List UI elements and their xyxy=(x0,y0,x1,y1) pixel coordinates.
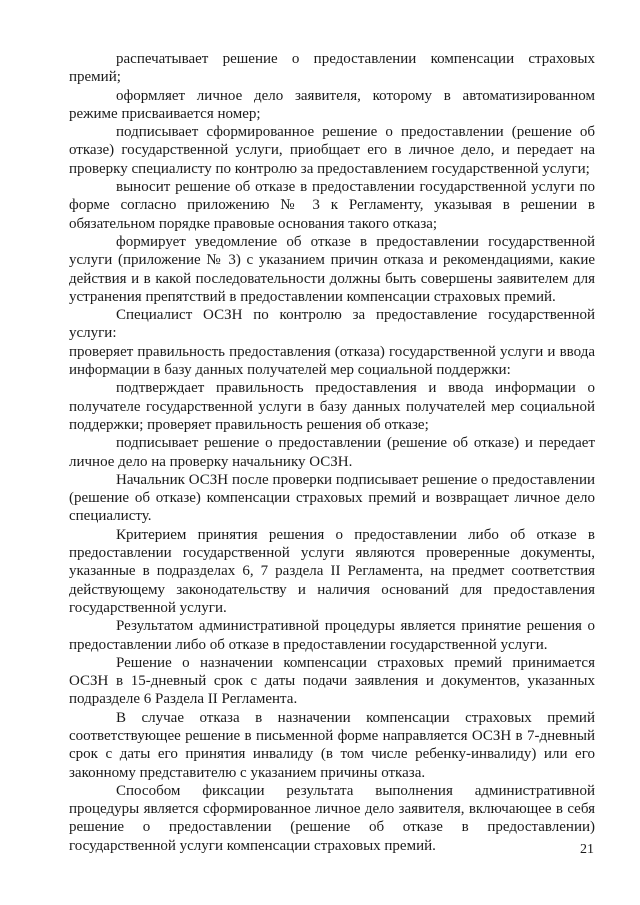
paragraph-decision-deadline: Решение о назначении компенсации страховых премий принимается ОСЗН в 15-дневный срок с даты подачи заявления и документов, указанных подразделе 6 Раздела II Регламента. xyxy=(69,654,595,708)
paragraph-print-decision: распечатывает решение о предоставлении компенсации страховых премий; xyxy=(69,51,595,86)
page-number: 21 xyxy=(580,842,594,857)
paragraph-refusal-case: В случае отказа в назначении компенсации страховых премий соответствующее решение в письменной форме направляется ОСЗН в 7-дневный срок с даты его принятия инвалиду (в том числе ребенку-инвалиду) или его законному представителю с указанием причины отказа. xyxy=(69,709,595,781)
paragraph-procedure-result: Результатом административной процедуры является принятие решения о предоставлении либо об отказе в предоставлении государственной услуги. xyxy=(69,618,595,653)
paragraph-control-specialist: Специалист ОСЗН по контролю за предоставление государственной услуги: xyxy=(69,307,595,342)
paragraph-refusal-notice: формирует уведомление об отказе в предоставлении государственной услуги (приложение № 3) с указанием причин отказа и рекомендациями, какие действия и в какой последовательности должны быть совершены заявителем для устранения препятствий в предоставлении компенсации страховых премий. xyxy=(69,233,595,305)
paragraph-confirm-correctness: подтверждает правильность предоставления и ввода информации о получателе государственной услуги в базу данных получателей мер социальной поддержки; проверяет правильность решения об отказе; xyxy=(69,380,595,433)
paragraph-refusal-decision: выносит решение об отказе в предоставлении государственной услуги по форме согласно приложению № 3 к Регламенту, указывая в решении в обязательном порядке правовые основания такого отказа; xyxy=(69,179,595,232)
paragraph-personal-file: оформляет личное дело заявителя, которому в автоматизированном режиме присваивается номер; xyxy=(69,87,595,122)
paragraph-fixation-method: Способом фиксации результата выполнения административной процедуры является сформированное личное дело заявителя, включающее в себя решение о предоставлении (решение об отказе в предоставлении) государственной услуги компенсации страховых премий. xyxy=(69,782,595,854)
paragraph-decision-criterion: Критерием принятия решения о предоставлении либо об отказе в предоставлении государственной услуги являются проверенные документы, указанные в подразделах 6, 7 раздела II Регламента, на предмет соответствия действующему законодательству и наличия оснований для предоставления государственной услуги. xyxy=(69,526,595,616)
paragraph-sign-decision: подписывает сформированное решение о предоставлении (решение об отказе) государственной услуги, приобщает его в личное дело, и передает на проверку специалисту по контролю за предоставлением государственной услуги; xyxy=(69,124,595,177)
document-body xyxy=(69,50,595,855)
paragraph-head-signs: Начальник ОСЗН после проверки подписывает решение о предоставлении (решение об отказе) компенсации страховых премий и возвращает личное дело специалисту. xyxy=(69,471,595,525)
paragraph-check-correctness: проверяет правильность предоставления (отказа) государственной услуги и ввода информации в базу данных получателей мер социальной поддержки: xyxy=(69,343,595,379)
paragraph-sign-and-transfer: подписывает решение о предоставлении (решение об отказе) и передает личное дело на проверку начальнику ОСЗН. xyxy=(69,435,595,470)
